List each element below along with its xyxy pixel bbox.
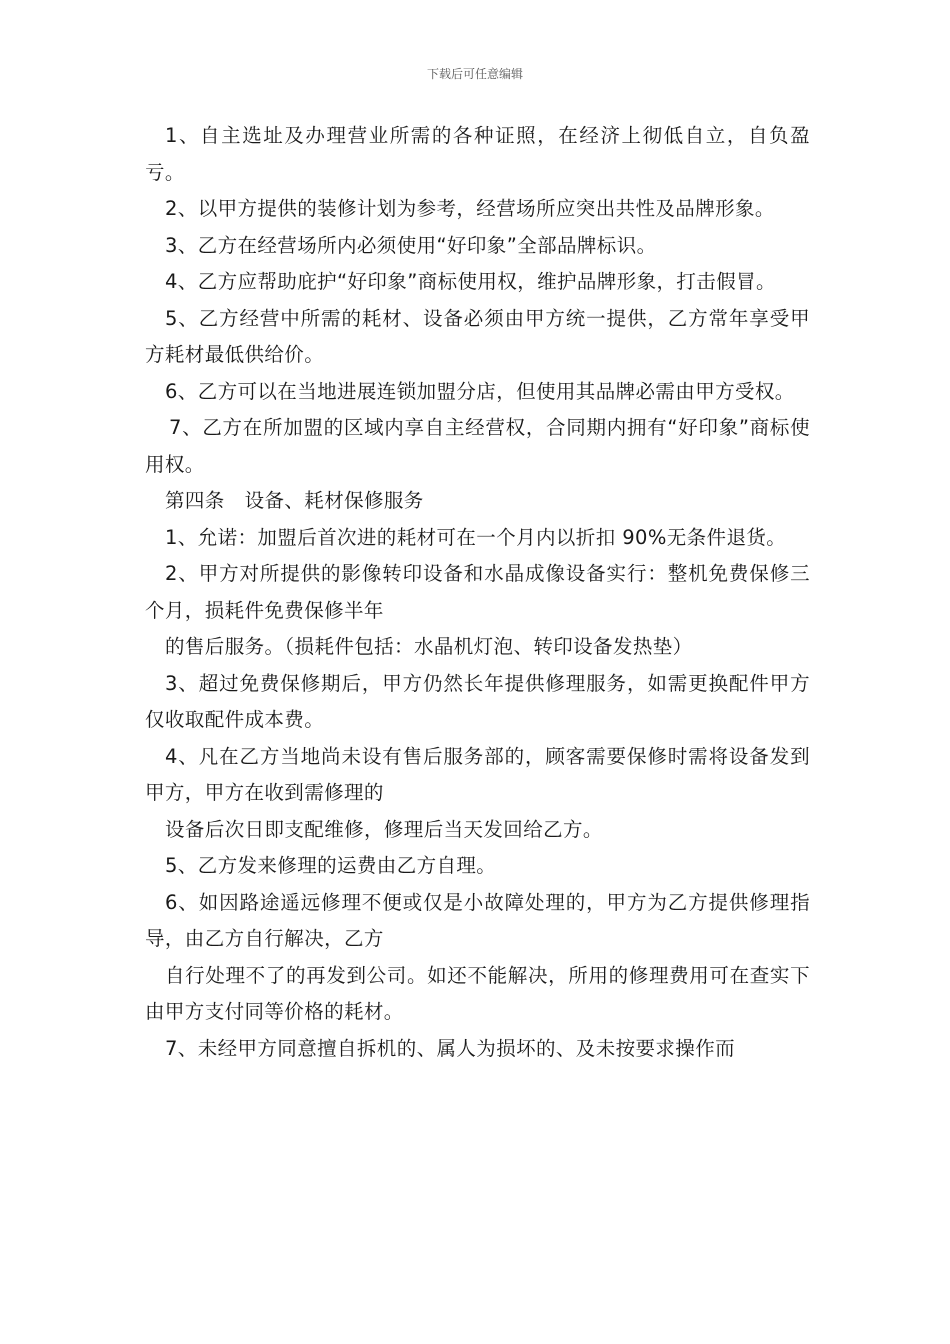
paragraph-6: 6、乙方可以在当地进展连锁加盟分店，但使用其品牌必需由甲方受权。 <box>165 379 795 403</box>
paragraph-warranty-5: 5、乙方发来修理的运费由乙方自理。 <box>165 854 497 877</box>
page-header-note: 下载后可任意编辑 <box>426 67 523 81</box>
paragraph-4: 4、乙方应帮助庇护“好印象”商标使用权，维护品牌形象，打击假冒。 <box>165 270 776 293</box>
paragraph-7: 7、乙方在所加盟的区域内享自主经营权，合同期内拥有“好印象”商标使用权。 <box>145 416 810 476</box>
section-heading-article-4: 第四条 设备、耗材保修服务 <box>165 489 424 512</box>
paragraph-warranty-4-cont: 设备后次日即支配维修，修理后当天发回给乙方。 <box>165 817 603 841</box>
paragraph-warranty-2-cont: 的售后服务。（损耗件包括：水晶机灯泡、转印设备发热垫） <box>165 635 693 658</box>
paragraph-2: 2、以甲方提供的装修计划为参考，经营场所应突出共性及品牌形象。 <box>165 197 775 220</box>
paragraph-warranty-4: 4、凡在乙方当地尚未设有售后服务部的，顾客需要保修时需将设备发到甲方，甲方在收到需修理的 <box>145 744 810 804</box>
paragraph-1: 1、自主选址及办理营业所需的各种证照，在经济上彻低自立，自负盈亏。 <box>145 124 810 184</box>
paragraph-3: 3、乙方在经营场所内必须使用“好印象”全部品牌标识。 <box>165 233 657 257</box>
paragraph-warranty-6-cont: 自行处理不了的再发到公司。如还不能解决，所用的修理费用可在查实下由甲方支付同等价格的耗材。 <box>145 963 810 1023</box>
document-body <box>145 118 810 1067</box>
paragraph-warranty-6: 6、如因路途遥远修理不便或仅是小故障处理的，甲方为乙方提供修理指导，由乙方自行解决，乙方 <box>145 890 810 950</box>
paragraph-warranty-7: 7、未经甲方同意擅自拆机的、属人为损坏的、及未按要求操作而 <box>165 1036 736 1060</box>
paragraph-warranty-1: 1、允诺：加盟后首次进的耗材可在一个月内以折扣 90%无条件退货。 <box>165 525 787 549</box>
paragraph-5: 5、乙方经营中所需的耗材、设备必须由甲方统一提供，乙方常年享受甲方耗材最低供给价。 <box>145 306 810 366</box>
paragraph-warranty-2: 2、甲方对所提供的影像转印设备和水晶成像设备实行：整机免费保修三个月，损耗件免费保修半年 <box>145 562 810 622</box>
paragraph-warranty-3: 3、超过免费保修期后，甲方仍然长年提供修理服务，如需更换配件甲方仅收取配件成本费。 <box>145 671 810 731</box>
